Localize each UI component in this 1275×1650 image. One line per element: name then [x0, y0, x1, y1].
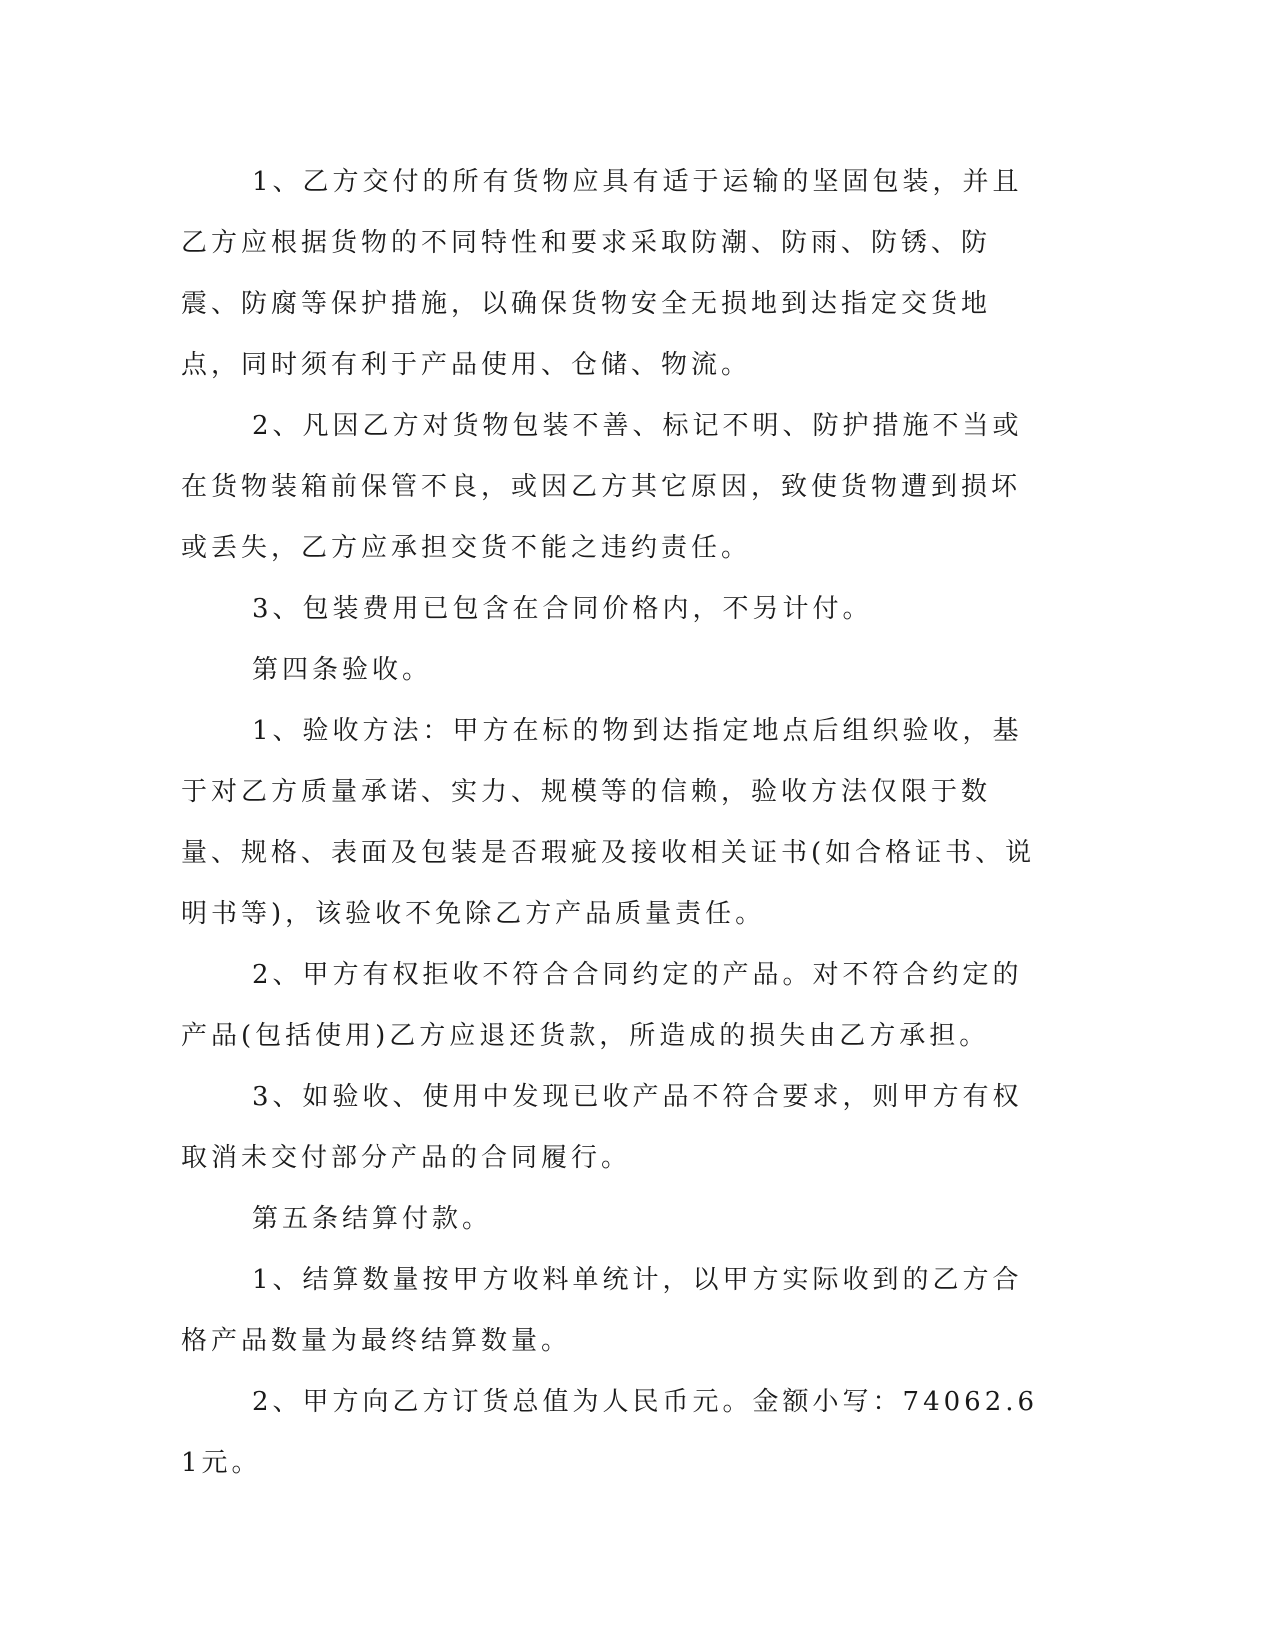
paragraph-packaging-1: 1、乙方交付的所有货物应具有适于运输的坚固包装，并且乙方应根据货物的不同特性和要求采取防潮、防雨、防锈、防震、防腐等保护措施，以确保货物安全无损地到达指定交货地点，同时须有利于产品使用、仓储、物流。	[181, 167, 1023, 380]
paragraph-settlement-1: 1、结算数量按甲方收料单统计，以甲方实际收到的乙方合格产品数量为最终结算数量。	[181, 1265, 1023, 1356]
paragraph-acceptance-2: 2、甲方有权拒收不符合合同约定的产品。对不符合约定的产品(包括使用)乙方应退还货款，所造成的损失由乙方承担。	[181, 960, 1023, 1051]
paragraph-settlement-2: 2、甲方向乙方订货总值为人民币元。金额小写：74062.61元。	[181, 1387, 1039, 1478]
section-heading-settlement: 第五条结算付款。	[252, 1204, 493, 1234]
section-heading-acceptance: 第四条验收。	[252, 655, 433, 685]
paragraph-packaging-2: 2、凡因乙方对货物包装不善、标记不明、防护措施不当或在货物装箱前保管不良，或因乙方其它原因，致使货物遭到损坏或丢失，乙方应承担交货不能之违约责任。	[181, 411, 1023, 563]
document-page	[181, 152, 1041, 1494]
paragraph-acceptance-3: 3、如验收、使用中发现已收产品不符合要求，则甲方有权取消未交付部分产品的合同履行。	[181, 1082, 1023, 1173]
paragraph-packaging-3: 3、包装费用已包含在合同价格内，不另计付。	[252, 594, 873, 624]
paragraph-acceptance-1: 1、验收方法：甲方在标的物到达指定地点后组织验收，基于对乙方质量承诺、实力、规模等的信赖，验收方法仅限于数量、规格、表面及包装是否瑕疵及接收相关证书(如合格证书、说明书等)，该验收不免除乙方产品质量责任。	[181, 716, 1036, 929]
